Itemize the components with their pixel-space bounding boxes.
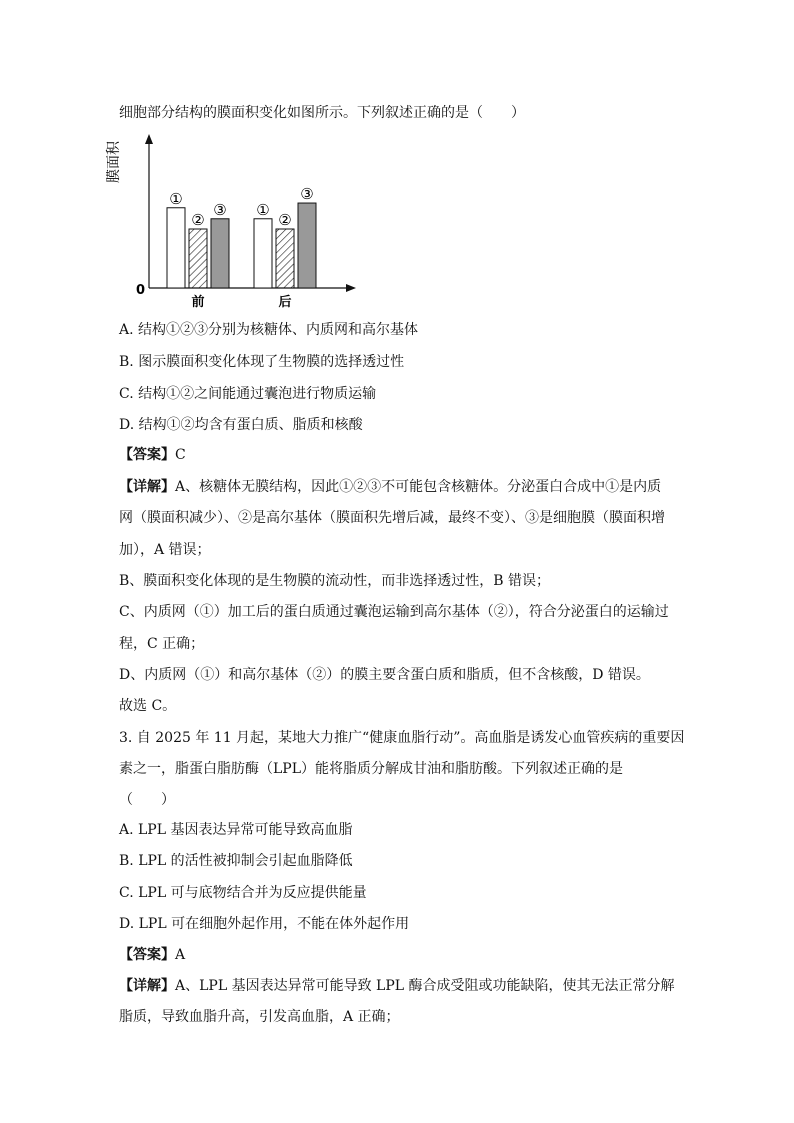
bar-后-③ xyxy=(298,203,316,288)
q3-option-2: B. LPL 的活性被抑制会引起血脂降低 xyxy=(119,853,353,869)
q1-detail-line-3: 加），A 错误； xyxy=(119,542,211,558)
bar-前-③ xyxy=(211,219,229,288)
q1-detail-line-4: B、膜面积变化体现的是生物膜的流动性，而非选择透过性，B 错误； xyxy=(119,573,551,589)
membrane-area-chart xyxy=(106,128,368,318)
bar-label: ① xyxy=(169,189,183,208)
q1-detail-line-6: 程，C 正确； xyxy=(119,636,205,652)
bar-后-① xyxy=(254,219,272,288)
q1-detail-line-8: 故选 C。 xyxy=(119,698,177,714)
q1-answer xyxy=(119,446,186,464)
q3-option-4: D. LPL 可在细胞外起作用，不能在体外起作用 xyxy=(119,916,410,932)
answer-tag: 【答案】 xyxy=(119,447,175,463)
q3-detail-line-2: 脂质，导致血脂升高，引发高血脂，A 正确； xyxy=(119,1009,400,1025)
detail-tag: 【详解】 xyxy=(119,978,175,994)
q1-option-2: B. 图示膜面积变化体现了生物膜的选择透过性 xyxy=(119,354,405,370)
bar-label: ① xyxy=(256,200,270,219)
q1-detail-line-1 xyxy=(119,478,661,496)
detail-text: A、LPL 基因表达异常可能导致 LPL 酶合成受阻或功能缺陷，使其无法正常分解 xyxy=(175,978,675,994)
q3-option-1: A. LPL 基因表达异常可能导致高血脂 xyxy=(119,822,353,838)
y-axis-arrow xyxy=(145,134,153,144)
q3-answer xyxy=(119,946,185,964)
bar-label: ③ xyxy=(213,200,227,219)
y-axis-label xyxy=(106,140,122,183)
q3-stem-line-1: 3. 自 2025 年 11 月起，某地大力推广“健康血脂行动”。高血脂是诱发心血管疾病的重要因 xyxy=(119,730,685,746)
q1-detail-line-7: D、内质网（①）和高尔基体（②）的膜主要含蛋白质和脂质，但不含核酸，D 错误。 xyxy=(119,667,650,683)
bar-前-① xyxy=(167,208,185,288)
bar-前-② xyxy=(189,229,207,288)
answer-value: C xyxy=(175,447,186,463)
svg-text:膜面积: 膜面积 xyxy=(106,141,122,183)
q1-option-1: A. 结构①②③分别为核糖体、内质网和高尔基体 xyxy=(119,322,419,338)
category-label: 前 xyxy=(191,295,205,310)
q1-detail-line-5: C、内质网（①）加工后的蛋白质通过囊泡运输到高尔基体（②），符合分泌蛋白的运输过 xyxy=(119,604,669,620)
bar-label: ② xyxy=(191,211,205,229)
detail-text: A、核糖体无膜结构，因此①②③不可能包含核糖体。分泌蛋白合成中①是内质 xyxy=(175,479,662,495)
q1-option-3: C. 结构①②之间能通过囊泡进行物质运输 xyxy=(119,386,377,402)
origin-label: 0 xyxy=(136,283,146,298)
category-label: 后 xyxy=(278,295,292,310)
answer-value: A xyxy=(175,947,186,963)
bar-label: ③ xyxy=(300,185,314,204)
x-axis-arrow xyxy=(346,284,356,292)
detail-tag: 【详解】 xyxy=(119,479,175,495)
q1-option-4: D. 结构①②均含有蛋白质、脂质和核酸 xyxy=(119,417,363,433)
q3-option-3: C. LPL 可与底物结合并为反应提供能量 xyxy=(119,885,367,901)
bar-label: ② xyxy=(278,211,292,229)
q1-detail-line-2: 网（膜面积减少）、②是高尔基体（膜面积先增后减，最终不变）、③是细胞膜（膜面积增 xyxy=(119,510,665,526)
q3-detail-line-1 xyxy=(119,977,675,995)
q3-stem-line-3: （ ） xyxy=(119,792,175,808)
answer-tag: 【答案】 xyxy=(119,947,175,963)
bar-后-② xyxy=(276,229,294,288)
q3-stem-line-2: 素之一，脂蛋白脂肪酶（LPL）能将脂质分解成甘油和脂肪酸。下列叙述正确的是 xyxy=(119,761,624,777)
question-intro: 细胞部分结构的膜面积变化如图所示。下列叙述正确的是（ ） xyxy=(119,105,525,121)
